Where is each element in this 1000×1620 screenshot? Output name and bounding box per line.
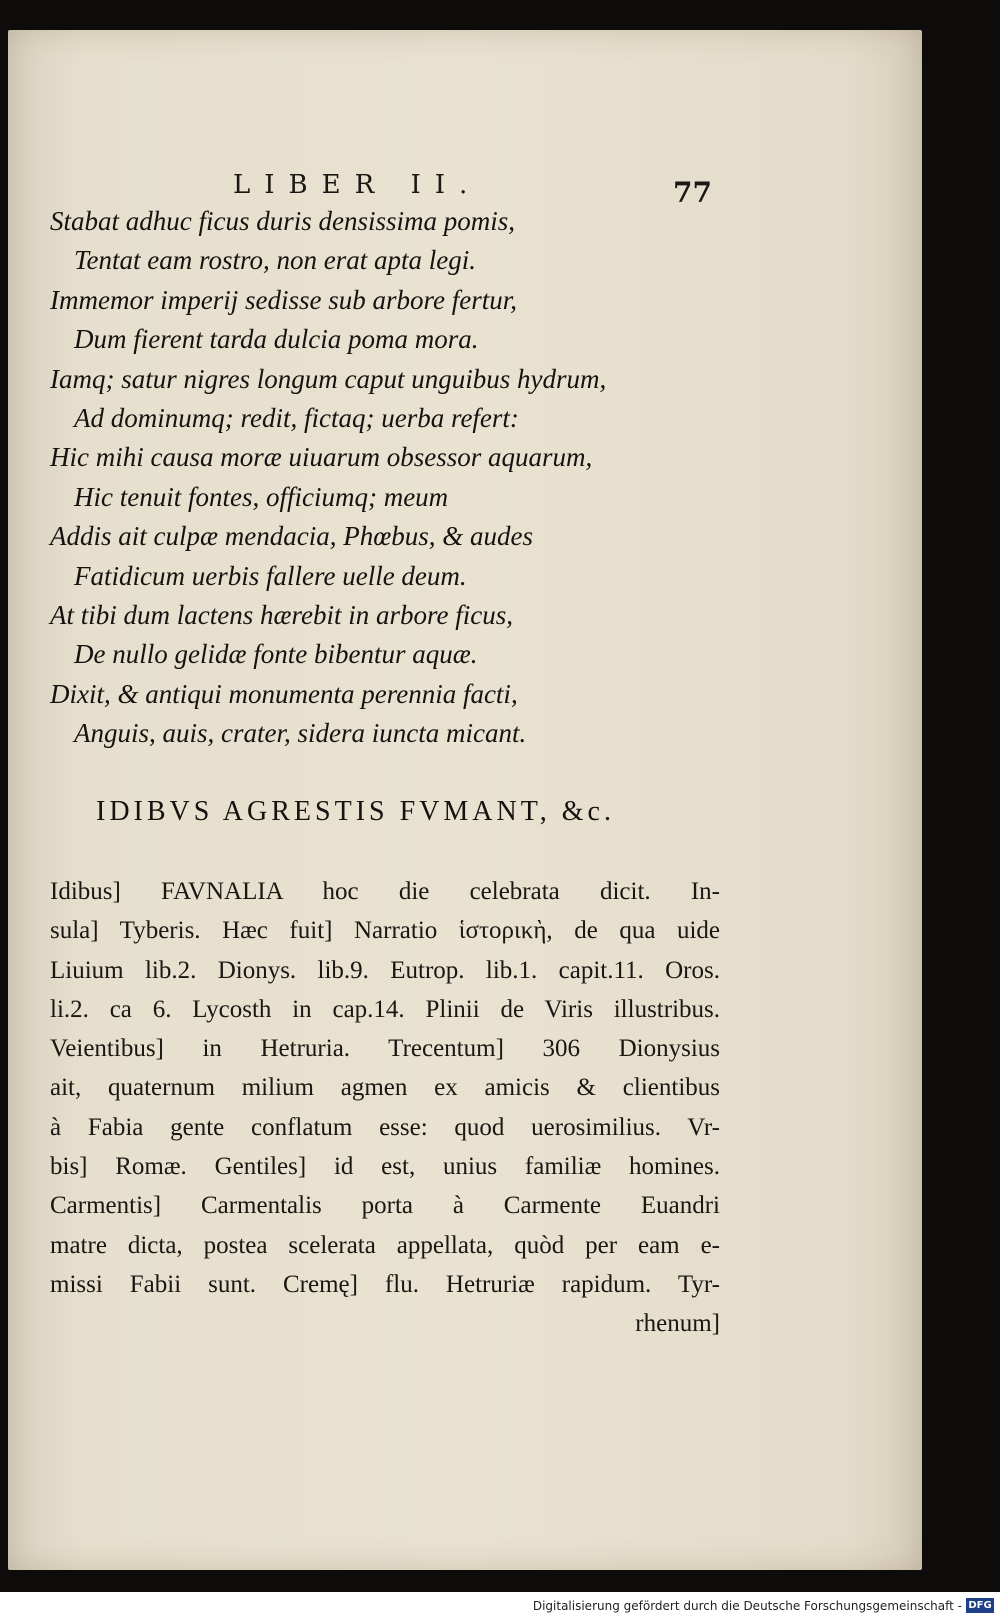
commentary-line: bis] Romæ. Gentiles] id est, unius familiæ homines. [50,1153,720,1181]
verse-line: Immemor imperij sedisse sub arbore fertur, [50,284,517,315]
commentary-line: ait, quaternum milium agmen ex amicis & clientibus [50,1074,720,1102]
page-number: 77 [673,176,712,209]
verse-line: Dixit, & antiqui monumenta perennia facti, [50,678,518,709]
commentary-line: Idibus] FAVNALIA hoc die celebrata dicit. In- [50,878,720,905]
commentary-line: sula] Tyberis. Hæc fuit] Narratio ἱστορικὴ, de qua uide [50,917,720,945]
commentary-line: Carmentis] Carmentalis porta à Carmente Euandri [50,1192,720,1220]
commentary-line: Veientibus] in Hetruria. Trecentum] 306 Dionysius [50,1035,720,1063]
book-page [8,30,922,1570]
dfg-logo: DFG [966,1598,994,1613]
verse-line: Stabat adhuc ficus duris densissima pomis, [50,206,516,236]
verse-line: Hic tenuit fontes, officiumq; meum [74,481,449,512]
verse-line: Tentat eam rostro, non erat apta legi. [74,245,477,276]
verse-block [50,202,690,753]
footer-bar [0,1592,1000,1620]
catchword: rhenum] [635,1310,720,1338]
verse-line: Iamq; satur nigres longum caput unguibus hydrum, [50,363,607,394]
commentary-line: li.2. ca 6. Lycosth in cap.14. Plinii de Viris illustribus. [50,995,720,1023]
verse-line: Hic mihi causa moræ uiuarum obsessor aquarum, [50,442,593,473]
commentary-line: à Fabia gente conflatum esse: quod uerosimilius. Vr- [50,1113,720,1141]
commentary-line: missi Fabii sunt. Cremę] flu. Hetruriæ rapidum. Tyr- [50,1270,720,1298]
verse-line: Anguis, auis, crater, sidera iuncta micant. [74,718,527,749]
verse-line: Addis ait culpæ mendacia, Phœbus, & audes [50,521,533,552]
verse-line: Ad dominumq; redit, fictaq; uerba refert: [74,402,519,433]
commentary-block [50,872,720,1344]
running-head: LIBER II. [233,170,482,200]
verse-line: Fatidicum uerbis fallere uelle deum. [74,560,467,591]
section-heading: IDIBVS AGRESTIS FVMANT, &c. [96,796,615,827]
verse-line: At tibi dum lactens hærebit in arbore ficus, [50,599,513,630]
verse-line: De nullo gelidæ fonte bibentur aquæ. [74,639,478,670]
footer-credit: Digitalisierung gefördert durch die Deutsche Forschungsgemeinschaft - [532,1599,962,1613]
verse-line: Dum fierent tarda dulcia poma mora. [74,324,479,355]
commentary-line: Liuium lib.2. Dionys. lib.9. Eutrop. lib.1. capit.11. Oros. [50,956,720,984]
commentary-line: matre dicta, postea scelerata appellata, quòd per eam e- [50,1231,720,1259]
